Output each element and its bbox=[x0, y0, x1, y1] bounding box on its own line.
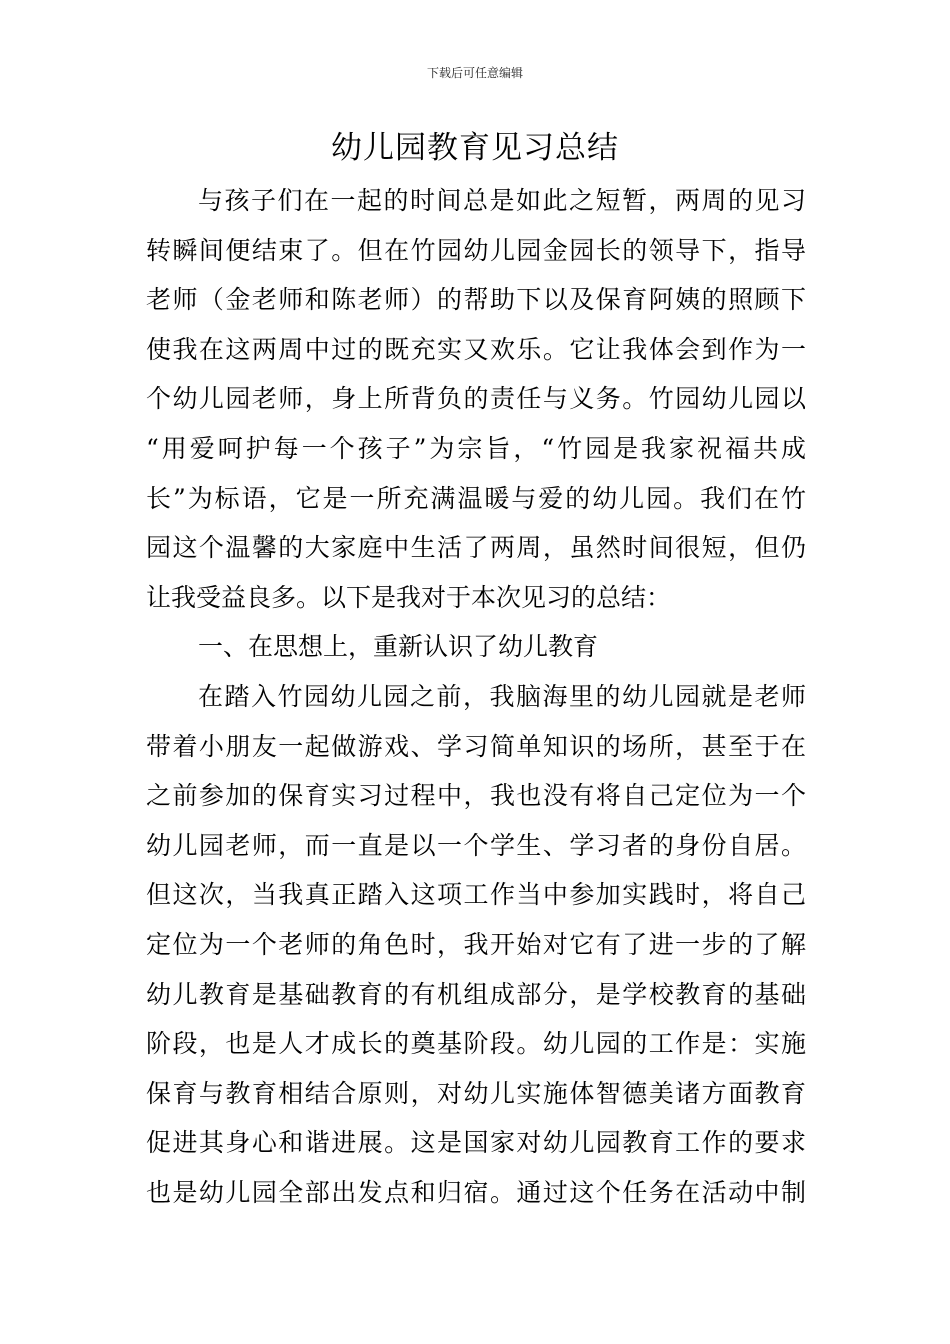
header-note: 下载后可任意编辑 bbox=[426, 66, 523, 80]
text-line: 促进其身心和谐进展。这是国家对幼儿园教育工作的要求 bbox=[146, 1128, 806, 1158]
text-line: 带着小朋友一起做游戏、学习简单知识的场所，甚至于在 bbox=[146, 731, 806, 761]
text-line: 个幼儿园老师，身上所背负的责任与义务。竹园幼儿园以 bbox=[146, 384, 806, 414]
text-line: “用爱呵护每一个孩子”为宗旨，“竹园是我家祝福共成 bbox=[146, 433, 806, 463]
text-line: 阶段，也是人才成长的奠基阶段。幼儿园的工作是：实施 bbox=[146, 1029, 806, 1059]
text-line: 保育与教育相结合原则，对幼儿实施体智德美诸方面教育 bbox=[146, 1078, 806, 1108]
text-line: 在踏入竹园幼儿园之前，我脑海里的幼儿园就是老师 bbox=[198, 681, 806, 711]
text-line: 一、在思想上，重新认识了幼儿教育 bbox=[198, 632, 599, 662]
text-line: 使我在这两周中过的既充实又欢乐。它让我体会到作为一 bbox=[146, 334, 806, 364]
text-line: 老师（金老师和陈老师）的帮助下以及保育阿姨的照顾下 bbox=[146, 285, 806, 315]
text-line: 之前参加的保育实习过程中，我也没有将自己定位为一个 bbox=[146, 781, 806, 811]
text-line: 转瞬间便结束了。但在竹园幼儿园金园长的领导下，指导 bbox=[146, 235, 806, 265]
text-line: 定位为一个老师的角色时，我开始对它有了进一步的了解 bbox=[146, 929, 806, 959]
text-line: 让我受益良多。以下是我对于本次见习的总结： bbox=[146, 582, 672, 612]
body-text bbox=[146, 176, 806, 1217]
text-line: 园这个温馨的大家庭中生活了两周，虽然时间很短，但仍 bbox=[146, 533, 806, 563]
text-line: 长”为标语，它是一所充满温暖与爱的幼儿园。我们在竹 bbox=[146, 483, 806, 513]
text-line: 但这次，当我真正踏入这项工作当中参加实践时，将自己 bbox=[146, 880, 806, 910]
text-line: 幼儿园老师，而一直是以一个学生、学习者的身份自居。 bbox=[146, 830, 806, 860]
text-line: 与孩子们在一起的时间总是如此之短暂，两周的见习 bbox=[198, 186, 806, 215]
text-line: 幼儿教育是基础教育的有机组成部分，是学校教育的基础 bbox=[146, 979, 806, 1009]
text-line: 也是幼儿园全部出发点和归宿。通过这个任务在活动中制 bbox=[146, 1177, 806, 1207]
document-title: 幼儿园教育见习总结 bbox=[331, 130, 619, 166]
